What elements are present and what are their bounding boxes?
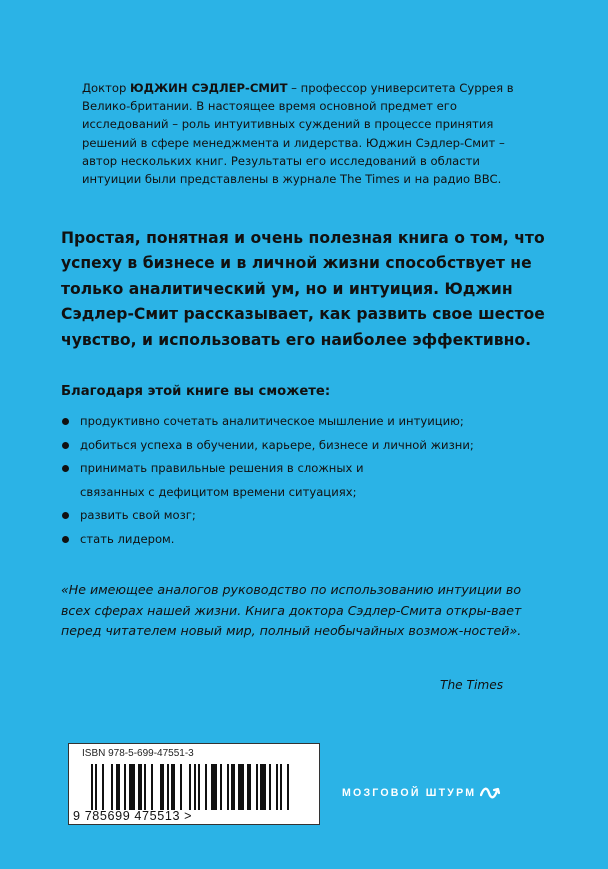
barcode-bar (138, 764, 142, 810)
barcode-bar (269, 764, 271, 810)
list-item-text: продуктивно сочетать аналитическое мышление и интуицию; (80, 414, 464, 428)
barcode-bar (247, 764, 251, 810)
barcode-bar (95, 764, 97, 810)
barcode-bar (180, 764, 182, 810)
barcode-bar (287, 764, 289, 810)
barcode-bar (189, 764, 191, 810)
barcode-bar (111, 764, 113, 810)
bullet-icon (62, 512, 69, 519)
barcode-bar (220, 764, 222, 810)
list-item-text: добиться успеха в обучении, карьере, бизнесе и личной жизни; (80, 437, 474, 452)
barcode-bar (160, 764, 164, 810)
list-item (61, 528, 531, 552)
barcode-digits: 9 785699 475513 > (73, 809, 193, 823)
benefits-list (61, 410, 531, 551)
list-item (61, 434, 531, 458)
bullet-icon (62, 442, 69, 449)
squiggle-arrow-icon (480, 784, 502, 802)
list-item (61, 410, 531, 434)
bio-prefix: Доктор (82, 81, 131, 95)
barcode-bar (116, 764, 120, 810)
series-name: МОЗГОВОЙ ШТУРМ (342, 787, 477, 799)
barcode-bar (102, 764, 104, 810)
barcode-bars (91, 764, 296, 810)
barcode-bar (198, 764, 200, 810)
barcode-bar (231, 764, 235, 810)
author-name: ЮДЖИН СЭДЛЕР-СМИТ (130, 81, 288, 95)
isbn-label: ISBN 978-5-699-47551-3 (82, 748, 194, 759)
barcode-bar (144, 764, 146, 810)
barcode-bar (194, 764, 196, 810)
list-item-text: принимать правильные решения в сложных и связанных с дефицитом времени ситуациях; (80, 461, 364, 499)
list-item-text: развить свой мозг; (80, 508, 196, 522)
barcode-bar (227, 764, 229, 810)
review-quote: «Не имеющее аналогов руководство по использованию интуиции во всех сферах нашей жизни. Книга доктора Сэдлер-Смита откры-вает перед читателем новый мир, полный необычайных возмож-ностей». (61, 582, 522, 639)
publisher-series (342, 784, 502, 802)
list-item-text: стать лидером. (80, 531, 175, 546)
barcode-bar (129, 764, 135, 810)
lead-paragraph: Простая, понятная и очень полезная книга о том, что успеху в бизнесе и в личной жизни способствует не только аналитический ум, но и интуиция. Юджин Сэдлер-Смит рассказывает, как развить свое шестое чувство, и использовать его наиболее эффективно. (61, 229, 545, 349)
author-bio (82, 79, 532, 188)
bullet-icon (62, 465, 69, 472)
bio-text: – профессор университета Суррея в Велико-британии. В настоящее время основной предмет его исследований – роль интуитивных суждений в процессе принятия решений в сфере менеджмента и лидерства. Юджин Сэдлер-Смит – автор нескольких книг. Результаты его исследований в области интуиции были представлены в журнале The Times и на радио BBC. (82, 81, 514, 187)
barcode (68, 743, 320, 825)
barcode-bar (91, 764, 93, 810)
barcode-bar (238, 764, 244, 810)
list-item (61, 504, 531, 528)
barcode-bar (256, 764, 258, 810)
barcode-bar (151, 764, 153, 810)
barcode-bar (260, 764, 266, 810)
barcode-bar (167, 764, 169, 810)
bullet-icon (62, 418, 69, 425)
barcode-bar (171, 764, 175, 810)
barcode-bar (280, 764, 282, 810)
benefits-title: Благодаря этой книге вы сможете: (61, 384, 331, 399)
quote-source: The Times (440, 678, 504, 692)
barcode-bar (205, 764, 207, 810)
bullet-icon (62, 536, 69, 543)
barcode-bar (211, 764, 217, 810)
list-item (61, 457, 380, 504)
barcode-bar (276, 764, 278, 810)
barcode-bar (124, 764, 126, 810)
